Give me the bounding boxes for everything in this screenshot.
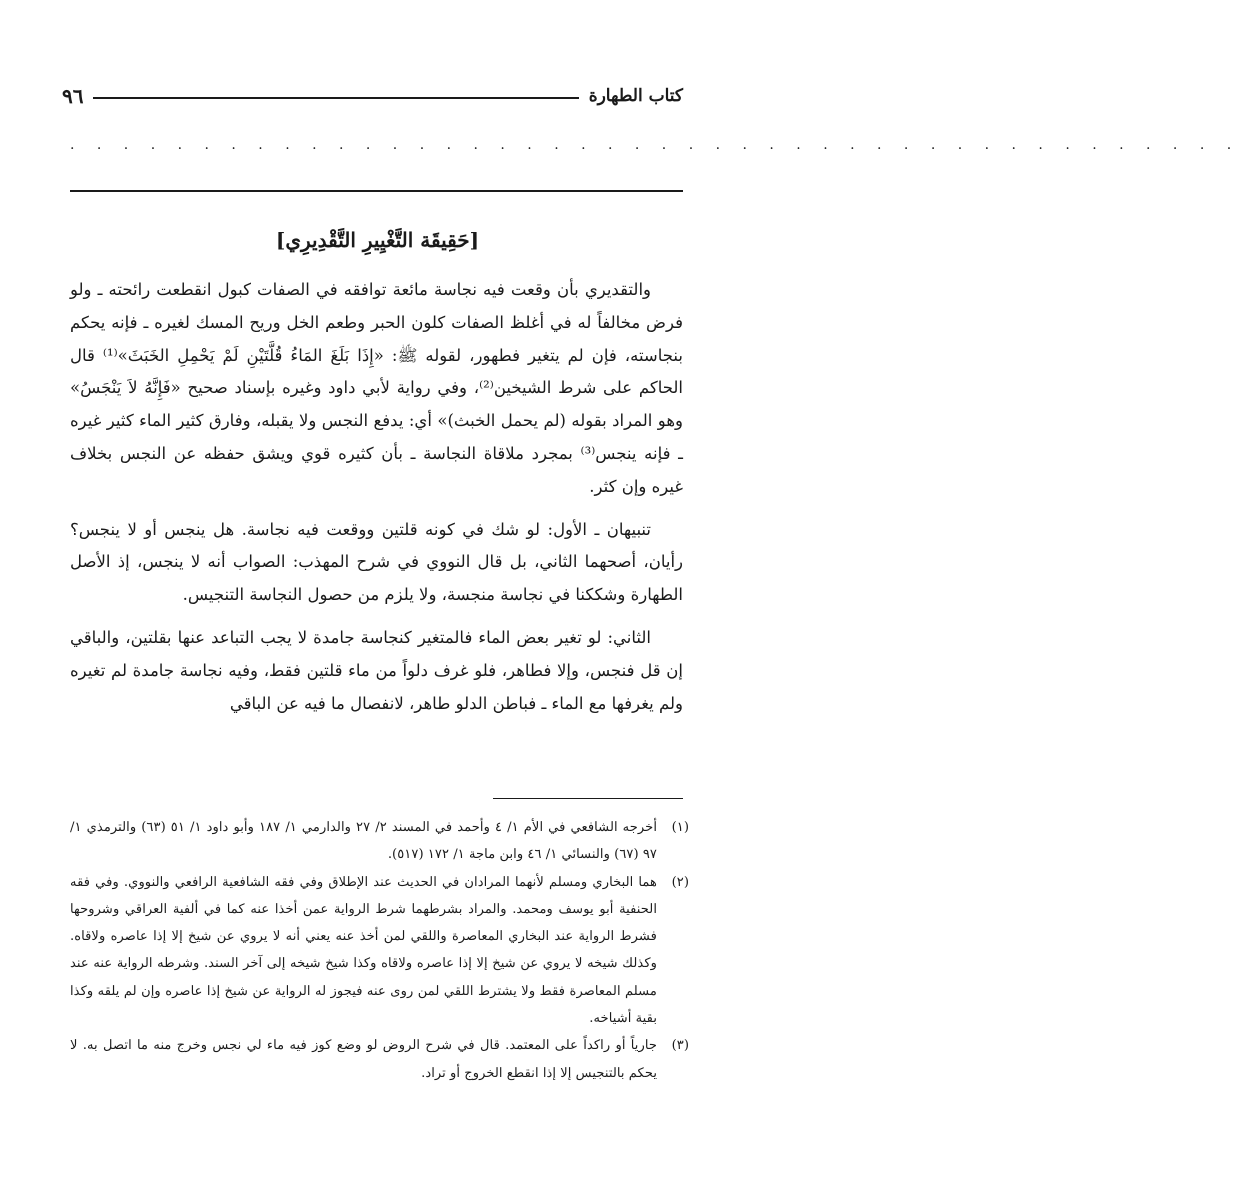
header-rule [93,97,578,99]
footnote-text: جارياً أو راكداً على المعتمد. قال في شرح الروض لو وضع كوز فيه ماء لي نجس وخرج منه ما اتصل به. لا يحكم بالتنجيس إلا إذا انقطع الخروج أو تراد. [70,1038,657,1081]
section-rule [70,190,683,192]
page-number: ٩٦ [62,84,84,108]
footnote-text: أخرجه الشافعي في الأم ١/ ٤ وأحمد في المسند ٢/ ٢٧ والدارمي ١/ ١٨٧ وأبو داود ١/ ٥١ (٦٣) والترمذي ١/ ٩٧ (٦٧) والنسائي ١/ ٤٦ وابن ماجة ١/ ١٧٢ (٥١٧). [70,820,657,863]
section-heading: [حَقِيقَة التَّغْيِيرِ التَّقْدِيرِي] [275,228,480,252]
footnote-number: (١) [671,820,689,835]
dotted-separator: . . . . . . . . . . . . . . . . . . . . . . . . . . . . . . . . . . . . . . . . . . . . [70,137,1240,153]
footnote [70,869,689,1033]
footnote-number: (٣) [671,1038,689,1054]
book-title: كتاب الطهارة [588,86,683,106]
paragraph: تنبيهان ـ الأول: لو شك في كونه قلتين ووقعت فيه نجاسة. هل ينجس أو لا ينجس؟ رأيان، أصحهما الثاني، بل قال النووي في شرح المهذب: الصواب أنه لا ينجس، إذ الأصل الطهارة وشككنا في نجاسة منجسة، ولا يلزم من حصول النجاسة التنجيس. [70,519,683,605]
running-header [62,84,683,108]
paragraph: الثاني: لو تغير بعض الماء فالمتغير كنجاسة جامدة لا يجب التباعد عنها بقلتين، والباقي إن قل فنجس، وإلا فطاهر، فلو غرف دلواً من ماء قلتين فقط، وفيه نجاسة جامدة لم تغيره ولم يغرفها مع الماء ـ فباطن الدلو طاهر، لانفصال ما فيه عن الباقي [70,627,683,713]
footnote [70,1032,689,1087]
footnote-text: هما البخاري ومسلم لأنهما المرادان في الحديث عند الإطلاق وفي فقه الشافعية الرافعي والنووي. وفي فقه الحنفية أبو يوسف ومحمد. والمراد بشرطهما شرط الرواية عمن أخذا عنه كما في ألفية العراقي وشروحها فشرط الرواية عند البخاري المعاصرة واللقي لمن أخذ عنه يعني أنه لا يروي عن شيخ إلا إذا عاصره ولاقاه. وكذلك شيخه لا يروي عن شيخ إلا إذا عاصره ولاقاه وكذا شيخ شيخه إلى آخر السند. وشرطه الرواية عنه عند مسلم المعاصرة فقط ولا يشترط اللقي لمن روى عنه فيجوز له الرواية عن شيخ إذا عاصره وإن لم يلقه وكذا بقية أشياخه. [70,874,657,1027]
footnote-rule [493,798,683,799]
footnotes [70,814,689,1087]
paragraph: والتقديري بأن وقعت فيه نجاسة مائعة توافقه في الصفات كبول انقطعت رائحته ـ ولو فرض مخالفاً له في أغلظ الصفات كلون الحبر وطعم الخل وريح المسك لغيره ـ فإنه يحكم بنجاسته، فإن لم يتغير فطهور، لقوله ﷺ: «إِذَا بَلَغَ المَاءُ قُلَّتَيْنِ لَمْ يَحْمِلِ الخَبَثَ»⁽¹⁾ قال الحاكم على شرط الشيخين⁽²⁾، وفي رواية لأبي داود وغيره بإسناد صحيح «فَإِنَّهُ لاَ يَنْجَسُ» وهو المراد بقوله (لم يحمل الخبث)» أي: يدفع النجس ولا يقبله، وفارق كثير الماء كثير غيره ـ فإنه ينجس⁽³⁾ بمجرد ملاقاة النجاسة ـ بأن كثيره قوي ويشق حفظه عن النجس بخلاف غيره وإن كثر. [70,280,683,496]
footnote [70,814,689,869]
main-text [70,274,683,720]
footnote-number: (٢) [671,874,689,890]
